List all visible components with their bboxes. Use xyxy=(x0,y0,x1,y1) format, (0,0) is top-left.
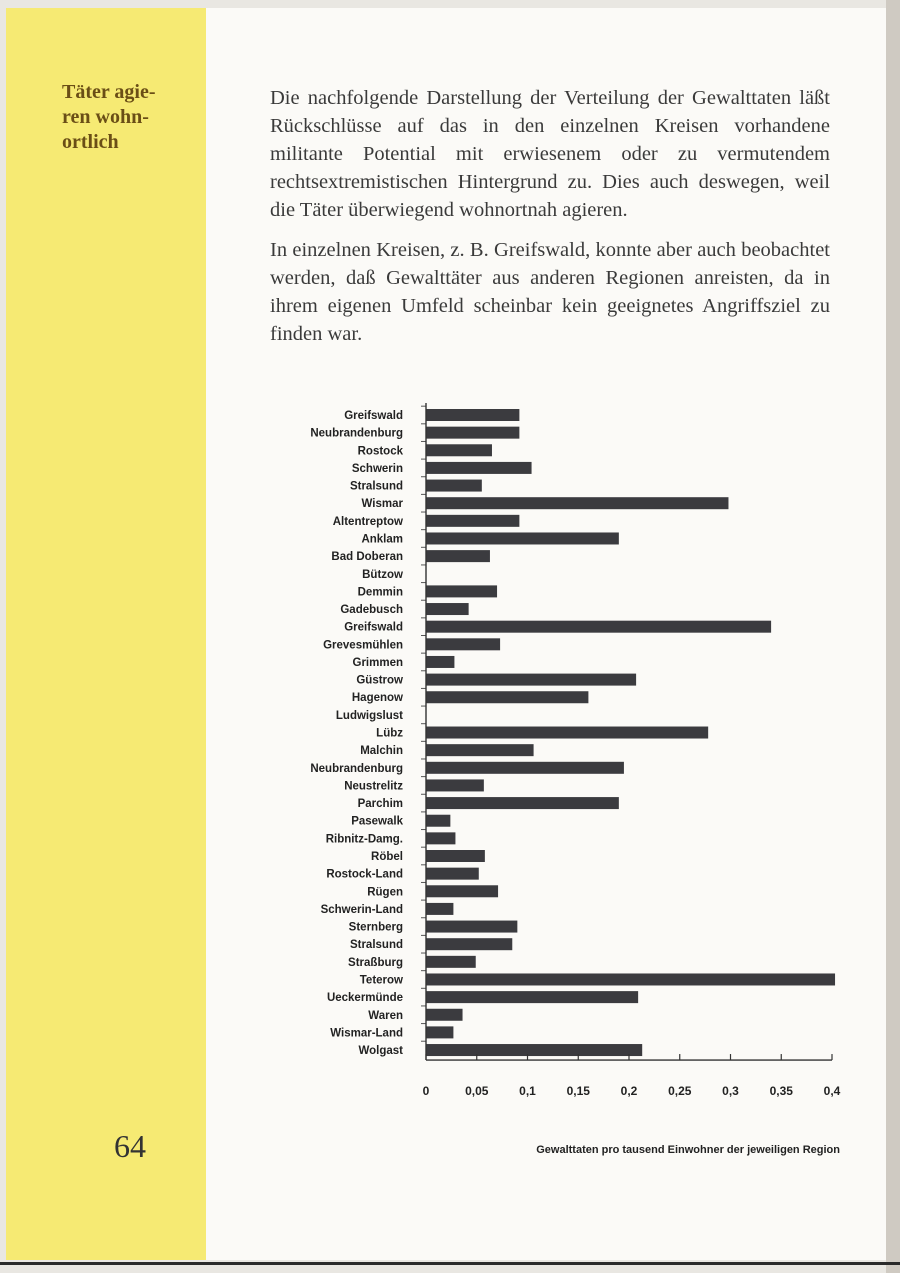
bar-19 xyxy=(426,744,534,756)
category-label-5: Wismar xyxy=(361,498,403,511)
x-tick-label-3: 0,15 xyxy=(566,1084,590,1099)
document-page xyxy=(6,8,886,1260)
category-label-8: Bad Doberan xyxy=(331,551,403,564)
bar-21 xyxy=(426,779,484,791)
chart-tick-labels xyxy=(423,1084,841,1098)
bar-3 xyxy=(426,462,532,474)
category-label-23: Pasewalk xyxy=(351,815,403,828)
bar-1 xyxy=(426,427,519,439)
bar-24 xyxy=(426,832,455,844)
category-label-18: Lübz xyxy=(376,727,403,740)
category-label-31: Straßburg xyxy=(348,956,403,969)
bar-27 xyxy=(426,885,498,897)
x-tick-label-4: 0,2 xyxy=(620,1084,638,1099)
paragraph-1: Die nachfolgende Darstellung der Verteilung der Gewalttaten läßt Rückschlüsse auf das in den einzelnen Kreisen vorhandene militante Potential mit erwiesenem oder zu vermutendem rechtsextremistischen Hintergrund zu. Dies auch deswegen, weil die Täter überwiegend wohnortnah agieren. xyxy=(270,87,830,221)
bar-31 xyxy=(426,956,476,968)
category-label-33: Ueckermünde xyxy=(326,992,403,1005)
bar-5 xyxy=(426,497,728,509)
bar-33 xyxy=(426,991,638,1003)
category-label-6: Altentreptow xyxy=(332,515,403,528)
bar-22 xyxy=(426,797,619,809)
bar-29 xyxy=(426,921,517,933)
bar-35 xyxy=(426,1026,453,1038)
category-label-26: Rostock-Land xyxy=(326,868,403,881)
x-tick-label-8: 0,4 xyxy=(823,1084,841,1099)
category-label-0: Greifswald xyxy=(344,410,403,422)
category-label-22: Parchim xyxy=(357,798,403,811)
bar-7 xyxy=(426,532,619,544)
bar-28 xyxy=(426,903,453,915)
bar-6 xyxy=(426,515,519,527)
category-label-20: Neubrandenburg xyxy=(310,762,403,775)
margin-heading-line-1: Täter agie- xyxy=(62,81,156,103)
x-tick-label-0: 0 xyxy=(422,1084,430,1099)
category-label-29: Sternberg xyxy=(348,921,403,934)
category-label-25: Röbel xyxy=(371,851,403,863)
category-label-12: Greifswald xyxy=(344,621,403,634)
bar-0 xyxy=(426,409,519,421)
category-label-11: Gadebusch xyxy=(340,604,403,617)
category-label-35: Wismar-Land xyxy=(330,1027,403,1040)
page-number: 64 xyxy=(114,1128,146,1164)
page-edge-shadow xyxy=(886,0,900,1273)
paragraph-2: In einzelnen Kreisen, z. B. Greifswald, konnte aber auch beobachtet werden, daß Gewalttäter aus anderen Regionen anreisten, da in ihrem eigenen Umfeld scheinbar kein geeignetes Angriffsziel zu finden war. xyxy=(270,239,830,345)
bar-10 xyxy=(426,585,497,597)
x-tick-label-5: 0,25 xyxy=(668,1084,692,1099)
bottom-rule xyxy=(0,1262,900,1265)
category-label-14: Grimmen xyxy=(352,656,403,669)
category-label-34: Waren xyxy=(368,1009,403,1022)
x-axis-title: Gewalttaten pro tausend Einwohner der jeweiligen Region xyxy=(536,1144,840,1156)
category-label-2: Rostock xyxy=(357,445,403,458)
bar-34 xyxy=(426,1009,463,1021)
category-label-17: Ludwigslust xyxy=(335,709,403,722)
category-label-7: Anklam xyxy=(361,533,403,546)
category-label-16: Hagenow xyxy=(351,692,403,705)
x-tick-label-7: 0,35 xyxy=(769,1084,793,1099)
category-label-32: Teterow xyxy=(359,974,403,987)
bar-15 xyxy=(426,674,636,686)
margin-heading-line-2: ren wohn- xyxy=(62,106,149,128)
category-label-36: Wolgast xyxy=(358,1045,403,1058)
bar-30 xyxy=(426,938,512,950)
bar-chart xyxy=(6,8,886,1260)
bar-11 xyxy=(426,603,469,615)
category-label-9: Bützow xyxy=(362,568,403,581)
bar-13 xyxy=(426,638,500,650)
bar-16 xyxy=(426,691,588,703)
chart-bars xyxy=(426,409,835,1056)
category-label-27: Rügen xyxy=(367,886,403,899)
bar-18 xyxy=(426,727,708,739)
category-label-19: Malchin xyxy=(360,745,403,758)
x-tick-label-6: 0,3 xyxy=(722,1084,739,1099)
bar-26 xyxy=(426,868,479,880)
category-label-13: Grevesmühlen xyxy=(323,639,403,652)
bar-23 xyxy=(426,815,450,827)
category-label-10: Demmin xyxy=(357,586,403,599)
category-label-21: Neustrelitz xyxy=(344,780,403,793)
category-label-4: Stralsund xyxy=(349,480,403,493)
chart-category-labels xyxy=(310,410,403,1057)
bar-2 xyxy=(426,444,492,456)
bar-20 xyxy=(426,762,624,774)
bar-14 xyxy=(426,656,454,668)
category-label-15: Güstrow xyxy=(356,674,403,687)
bar-36 xyxy=(426,1044,642,1056)
category-label-1: Neubrandenburg xyxy=(310,427,403,440)
category-label-28: Schwerin-Land xyxy=(320,903,403,916)
margin-heading-line-3: ortlich xyxy=(62,131,119,153)
bar-8 xyxy=(426,550,490,562)
x-tick-label-1: 0,05 xyxy=(465,1084,489,1099)
bar-12 xyxy=(426,621,771,633)
x-tick-label-2: 0,1 xyxy=(519,1084,536,1099)
bar-32 xyxy=(426,973,835,985)
bar-25 xyxy=(426,850,485,862)
category-label-30: Stralsund xyxy=(349,939,403,952)
category-label-3: Schwerin xyxy=(351,462,403,475)
bar-4 xyxy=(426,480,482,492)
category-label-24: Ribnitz-Damg. xyxy=(325,833,403,846)
